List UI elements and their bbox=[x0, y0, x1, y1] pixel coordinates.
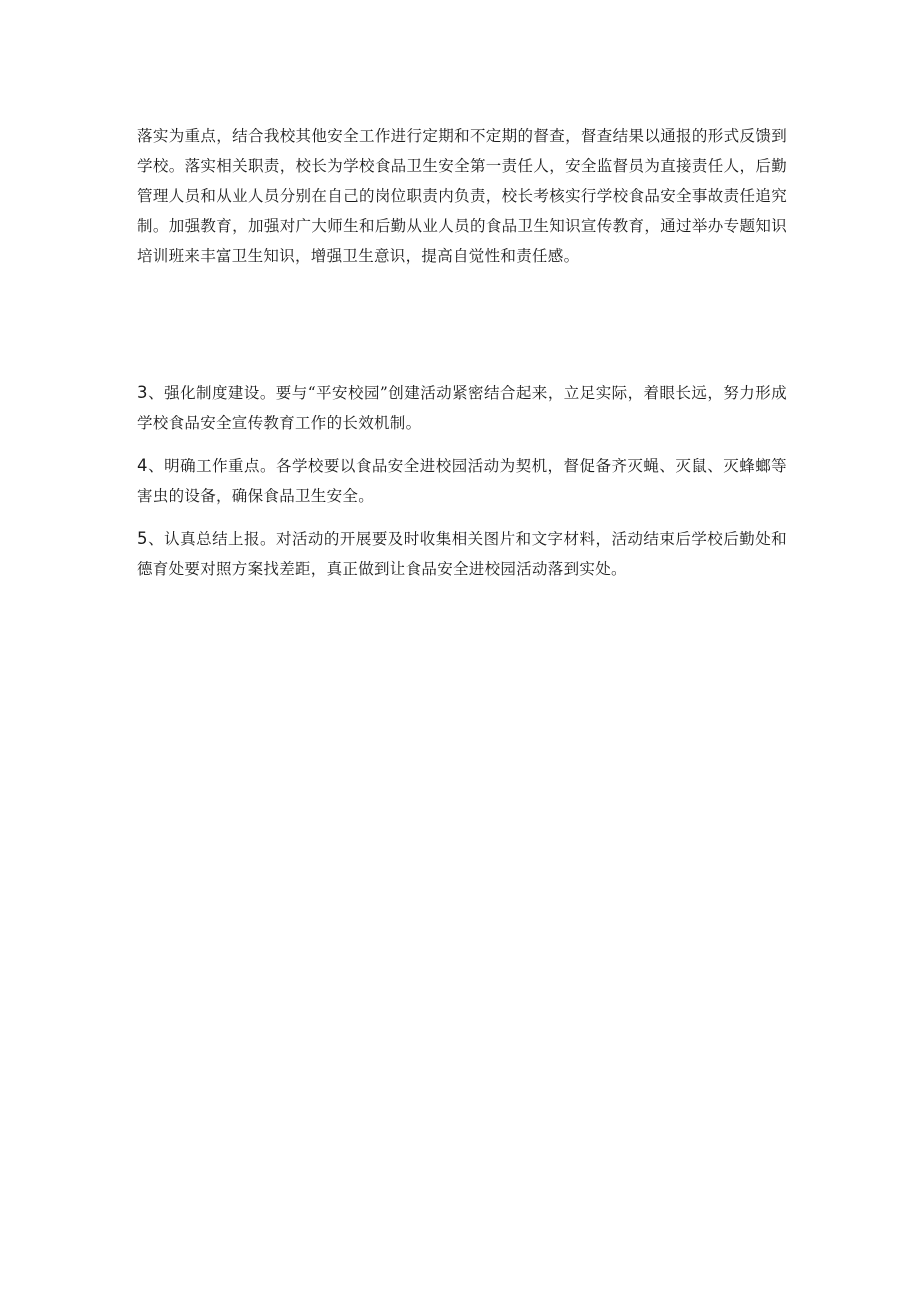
list-item-3 bbox=[137, 378, 787, 438]
list-item-4 bbox=[137, 451, 787, 511]
list-item-text: 、强化制度建设。要与“平安校园”创建活动紧密结合起来，立足实际，着眼长远，努力形成学校食品安全宣传教育工作的长效机制。 bbox=[137, 384, 787, 432]
list-item-number: 4 bbox=[137, 456, 148, 475]
list-item-number: 3 bbox=[137, 383, 148, 402]
intro-paragraph-block bbox=[137, 121, 787, 271]
numbered-list bbox=[137, 378, 787, 597]
list-item-number: 5 bbox=[137, 529, 148, 548]
list-item-text: 、明确工作重点。各学校要以食品安全进校园活动为契机，督促备齐灭蝇、灭鼠、灭蜂螂等害虫的设备，确保食品卫生安全。 bbox=[137, 457, 787, 505]
intro-paragraph: 落实为重点，结合我校其他安全工作进行定期和不定期的督查，督查结果以通报的形式反馈到学校。落实相关职责，校长为学校食品卫生安全第一责任人，安全监督员为直接责任人，后勤管理人员和从业人员分别在自己的岗位职责内负责，校长考核实行学校食品安全事故责任追究制。加强教育，加强对广大师生和后勤从业人员的食品卫生知识宣传教育，通过举办专题知识培训班来丰富卫生知识，增强卫生意识，提高自觉性和责任感。 bbox=[137, 127, 787, 265]
list-item-5 bbox=[137, 524, 787, 584]
list-item-text: 、认真总结上报。对活动的开展要及时收集相关图片和文字材料，活动结束后学校后勤处和德育处要对照方案找差距，真正做到让食品安全进校园活动落到实处。 bbox=[137, 530, 787, 578]
